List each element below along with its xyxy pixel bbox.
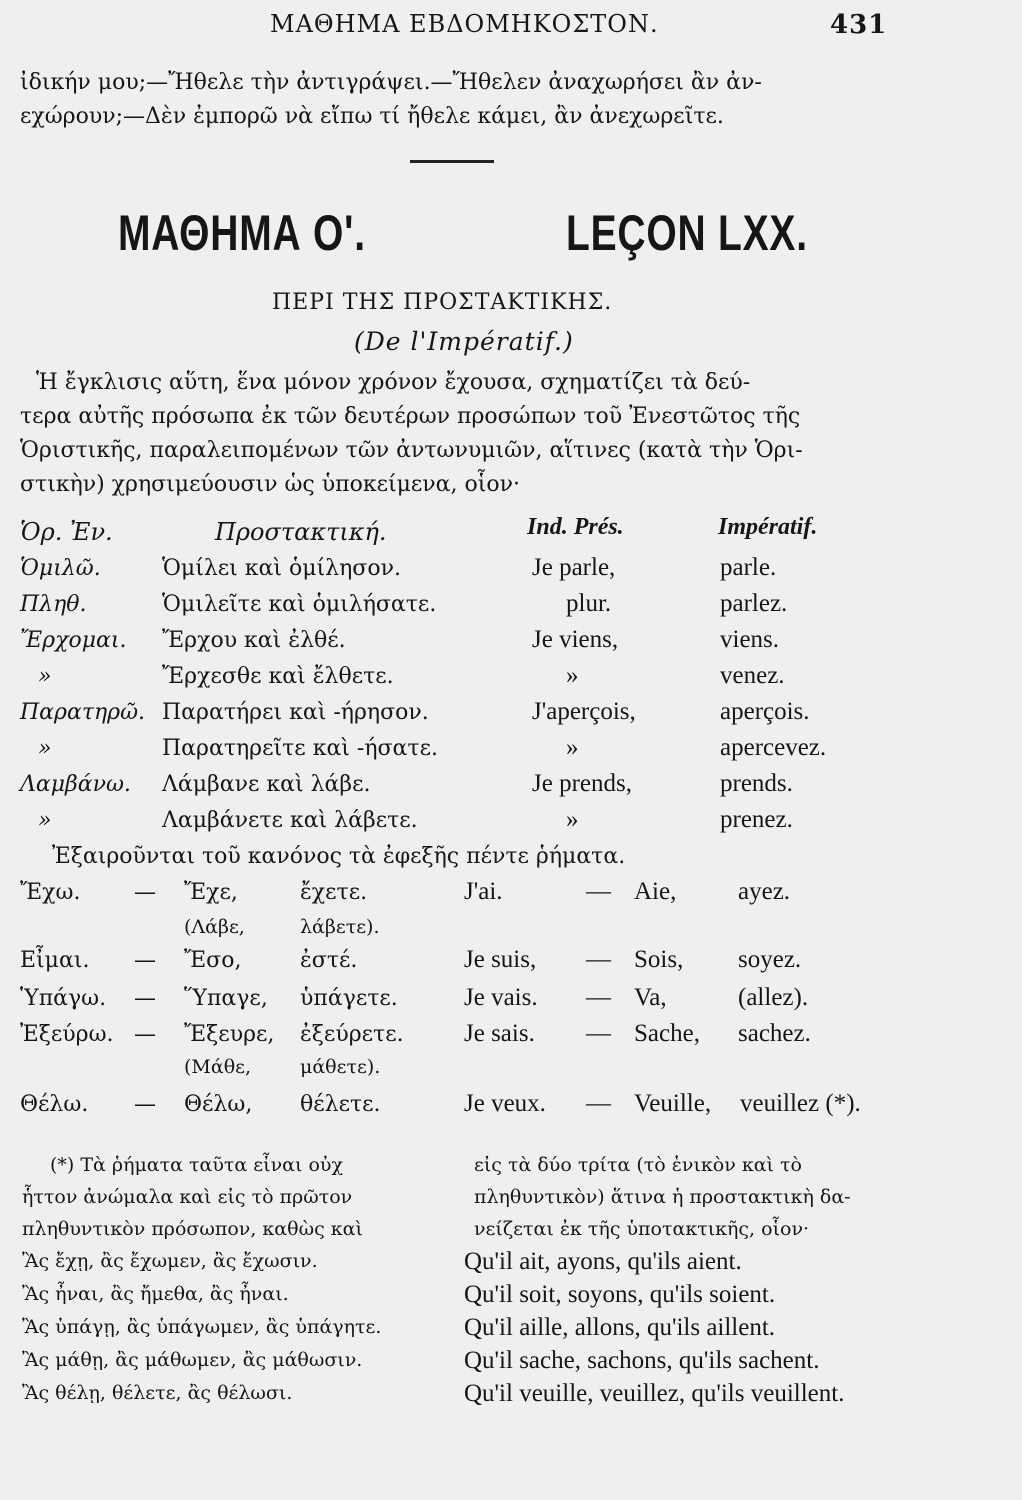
footnote-left-line: (*) Τὰ ῥήματα ταῦτα εἶναι οὐχ xyxy=(50,1154,343,1176)
verb-indicative-french: » xyxy=(566,734,579,761)
dash: — xyxy=(134,1092,156,1117)
dash: — xyxy=(134,986,156,1011)
exception-imperative-french-singular: Sois, xyxy=(634,946,684,973)
verb-imperative-french: apercevez. xyxy=(720,734,827,761)
verb-indicative-french: J'aperçois, xyxy=(532,698,636,725)
verb-indicative-french: Je parle, xyxy=(532,554,616,581)
dash: — xyxy=(586,1020,611,1047)
exception-imperative-french-singular: Va, xyxy=(634,984,667,1011)
dash: — xyxy=(586,946,611,973)
table-header-imperative-french: Impératif. xyxy=(718,514,818,540)
footnote-right-line: πληθυντικὸν) ἅτινα ἡ προστακτικὴ δα- xyxy=(474,1186,851,1208)
exception-indicative-french: Je vais. xyxy=(464,984,538,1011)
exception-imperative-greek-singular: (Μάθε, xyxy=(184,1056,252,1078)
exception-verb-greek: Ἔχω. xyxy=(20,880,81,905)
exception-verb-greek: Εἶμαι. xyxy=(20,948,90,973)
verb-indicative-greek: Πληθ. xyxy=(20,592,87,617)
section-divider xyxy=(410,160,494,163)
exception-verb-greek: Ὑπάγω. xyxy=(20,986,107,1011)
verb-imperative-french: prenez. xyxy=(720,806,793,833)
verb-imperative-french: prends. xyxy=(720,770,793,797)
verb-imperative-greek: Λαμβάνετε καὶ λάβετε. xyxy=(162,808,418,833)
verb-imperative-greek: Παρατηρεῖτε καὶ -ήσατε. xyxy=(162,736,438,761)
footnote-right-line: εἰς τὰ δύο τρίτα (τὸ ἑνικὸν καὶ τὸ xyxy=(474,1154,802,1176)
verb-indicative-greek: Παρατηρῶ. xyxy=(20,700,146,725)
example-french: Qu'il soit, soyons, qu'ils soient. xyxy=(464,1281,776,1308)
example-french: Qu'il ait, ayons, qu'ils aient. xyxy=(464,1248,742,1275)
exception-imperative-greek-singular: (Λάβε, xyxy=(184,916,245,938)
exception-imperative-greek-plural: ἐστέ. xyxy=(300,948,358,973)
running-head-title: ΜΑΘΗΜΑ ΕΒΔΟΜΗΚΟΣΤΟΝ. xyxy=(270,10,659,38)
exception-imperative-greek-singular: Θέλω, xyxy=(184,1092,253,1117)
body-line: στικὴν) χρησιμεύουσιν ὡς ὑποκείμενα, οἷον· xyxy=(20,472,520,497)
verb-imperative-french: parle. xyxy=(720,554,777,581)
verb-indicative-french: » xyxy=(566,662,579,689)
dash: — xyxy=(586,878,611,905)
example-greek: Ἂς ὑπάγῃ, ἂς ὑπάγωμεν, ἂς ὑπάγητε. xyxy=(22,1316,382,1338)
verb-indicative-greek: Ὁμιλῶ. xyxy=(20,556,101,581)
exception-imperative-greek-plural: θέλετε. xyxy=(300,1092,381,1117)
verb-indicative-greek: Ἔρχομαι. xyxy=(20,628,127,653)
table-header-indicative-french: Ind. Prés. xyxy=(527,514,624,540)
exception-imperative-greek-plural: ἐξεύρετε. xyxy=(300,1022,404,1047)
exception-imperative-greek-singular: Ἔσο, xyxy=(184,948,242,973)
dash: — xyxy=(586,1090,611,1117)
exception-imperative-french-plural: (allez). xyxy=(738,984,809,1011)
exception-imperative-greek-plural: λάβετε). xyxy=(300,916,380,938)
exception-imperative-greek-singular: Ἔξευρε, xyxy=(184,1022,275,1047)
verb-indicative-french: » xyxy=(566,806,579,833)
dash: — xyxy=(134,1022,156,1047)
example-french: Qu'il sache, sachons, qu'ils sachent. xyxy=(464,1347,820,1374)
page-number: 431 xyxy=(830,10,888,40)
exception-imperative-french-plural: veuillez (*). xyxy=(740,1090,861,1117)
verb-imperative-french: venez. xyxy=(720,662,785,689)
exception-imperative-french-singular: Sache, xyxy=(634,1020,700,1047)
example-greek: Ἂς ἦναι, ἂς ἤμεθα, ἂς ἦναι. xyxy=(22,1283,289,1305)
exception-imperative-french-plural: soyez. xyxy=(738,946,802,973)
subtitle-greek: ΠΕΡΙ ΤΗΣ ΠΡΟΣΤΑΚΤΙΚΗΣ. xyxy=(272,290,613,315)
intro-line: ἰδικήν μου;—Ἤθελε τὴν ἀντιγράψει.—Ἤθελεν ἀναχωρήσει ἂν ἀν- xyxy=(20,70,762,95)
verb-indicative-greek: » xyxy=(38,736,52,761)
exception-indicative-french: Je suis, xyxy=(464,946,537,973)
intro-line: εχώρουν;—Δὲν ἐμπορῶ νὰ εἴπω τί ἤθελε κάμει, ἂν ἀνεχωρεῖτε. xyxy=(20,104,724,129)
verb-imperative-greek: Ἔρχου καὶ ἐλθέ. xyxy=(162,628,346,653)
verb-imperative-greek: Λάμβανε καὶ λάβε. xyxy=(162,772,371,797)
example-greek: Ἂς μάθῃ, ἂς μάθωμεν, ἂς μάθωσιν. xyxy=(22,1349,363,1371)
verb-imperative-greek: Ὁμιλεῖτε καὶ ὁμιλήσατε. xyxy=(162,592,437,617)
footnote-left-line: πληθυντικὸν πρόσωπον, καθὼς καὶ xyxy=(22,1218,363,1240)
dash: — xyxy=(134,948,156,973)
verb-indicative-greek: » xyxy=(38,664,52,689)
example-greek: Ἂς θέλῃ, θέλετε, ἂς θέλωσι. xyxy=(22,1382,293,1404)
verb-indicative-french: Je viens, xyxy=(532,626,619,653)
exception-imperative-french-plural: ayez. xyxy=(738,878,791,905)
example-greek: Ἂς ἔχῃ, ἂς ἔχωμεν, ἂς ἔχωσιν. xyxy=(22,1250,318,1272)
exception-verb-greek: Θέλω. xyxy=(20,1092,89,1117)
example-french: Qu'il veuille, veuillez, qu'ils veuillent. xyxy=(464,1380,845,1407)
verb-imperative-greek: Ἔρχεσθε καὶ ἔλθετε. xyxy=(162,664,394,689)
exception-imperative-greek-singular: Ὕπαγε, xyxy=(184,986,268,1011)
exception-imperative-french-singular: Veuille, xyxy=(634,1090,712,1117)
footnote-left-line: ἧττον ἀνώμαλα καὶ εἰς τὸ πρῶτον xyxy=(22,1186,353,1208)
exception-indicative-french: Je veux. xyxy=(464,1090,546,1117)
exception-imperative-french-plural: sachez. xyxy=(738,1020,811,1047)
lesson-title-greek: ΜΑΘΗΜΑ Ο'. xyxy=(118,205,366,261)
body-line: τερα αὐτῆς πρόσωπα ἐκ τῶν δευτέρων προσώπων τοῦ Ἐνεστῶτος τῆς xyxy=(20,404,801,429)
exception-imperative-french-singular: Aie, xyxy=(634,878,677,905)
exception-verb-greek: Ἐξεύρω. xyxy=(20,1022,114,1047)
exception-imperative-greek-plural: ὑπάγετε. xyxy=(300,986,398,1011)
exception-imperative-greek-plural: ἔχετε. xyxy=(300,880,368,905)
verb-imperative-greek: Ὁμίλει καὶ ὁμίλησον. xyxy=(162,556,401,581)
exception-imperative-greek-singular: Ἔχε, xyxy=(184,880,238,905)
table-header-imperative-greek: Προστακτική. xyxy=(215,518,387,546)
verb-imperative-french: parlez. xyxy=(720,590,788,617)
dash: — xyxy=(586,984,611,1011)
table-header-indicative-greek: Ὁρ. Ἐν. xyxy=(20,518,113,546)
exception-indicative-french: J'ai. xyxy=(464,878,503,905)
exception-indicative-french: Je sais. xyxy=(464,1020,535,1047)
exception-imperative-greek-plural: μάθετε). xyxy=(300,1056,381,1078)
verb-indicative-greek: » xyxy=(38,808,52,833)
verb-indicative-french: plur. xyxy=(566,590,612,617)
example-french: Qu'il aille, allons, qu'ils aillent. xyxy=(464,1314,776,1341)
lesson-title-french: LEÇON LXX. xyxy=(566,205,808,261)
verb-indicative-french: Je prends, xyxy=(532,770,632,797)
dash: — xyxy=(134,880,156,905)
verb-imperative-french: aperçois. xyxy=(720,698,810,725)
exceptions-intro: Ἐξαιροῦνται τοῦ κανόνος τὰ ἐφεξῆς πέντε ῥήματα. xyxy=(52,844,626,869)
subtitle-french: (De l'Impératif.) xyxy=(354,327,574,356)
body-line: Ὁριστικῆς, παραλειπομένων τῶν ἀντωνυμιῶν, αἵτινες (κατὰ τὴν Ὁρι- xyxy=(20,438,803,463)
verb-imperative-greek: Παρατήρει καὶ -ήρησον. xyxy=(162,700,429,725)
footnote-right-line: νείζεται ἐκ τῆς ὑποτακτικῆς, οἷον· xyxy=(474,1218,810,1240)
verb-imperative-french: viens. xyxy=(720,626,780,653)
body-line: Ἡ ἔγκλισις αὕτη, ἕνα μόνον χρόνον ἔχουσα, σχηματίζει τὰ δεύ- xyxy=(36,370,751,395)
verb-indicative-greek: Λαμβάνω. xyxy=(20,772,131,797)
